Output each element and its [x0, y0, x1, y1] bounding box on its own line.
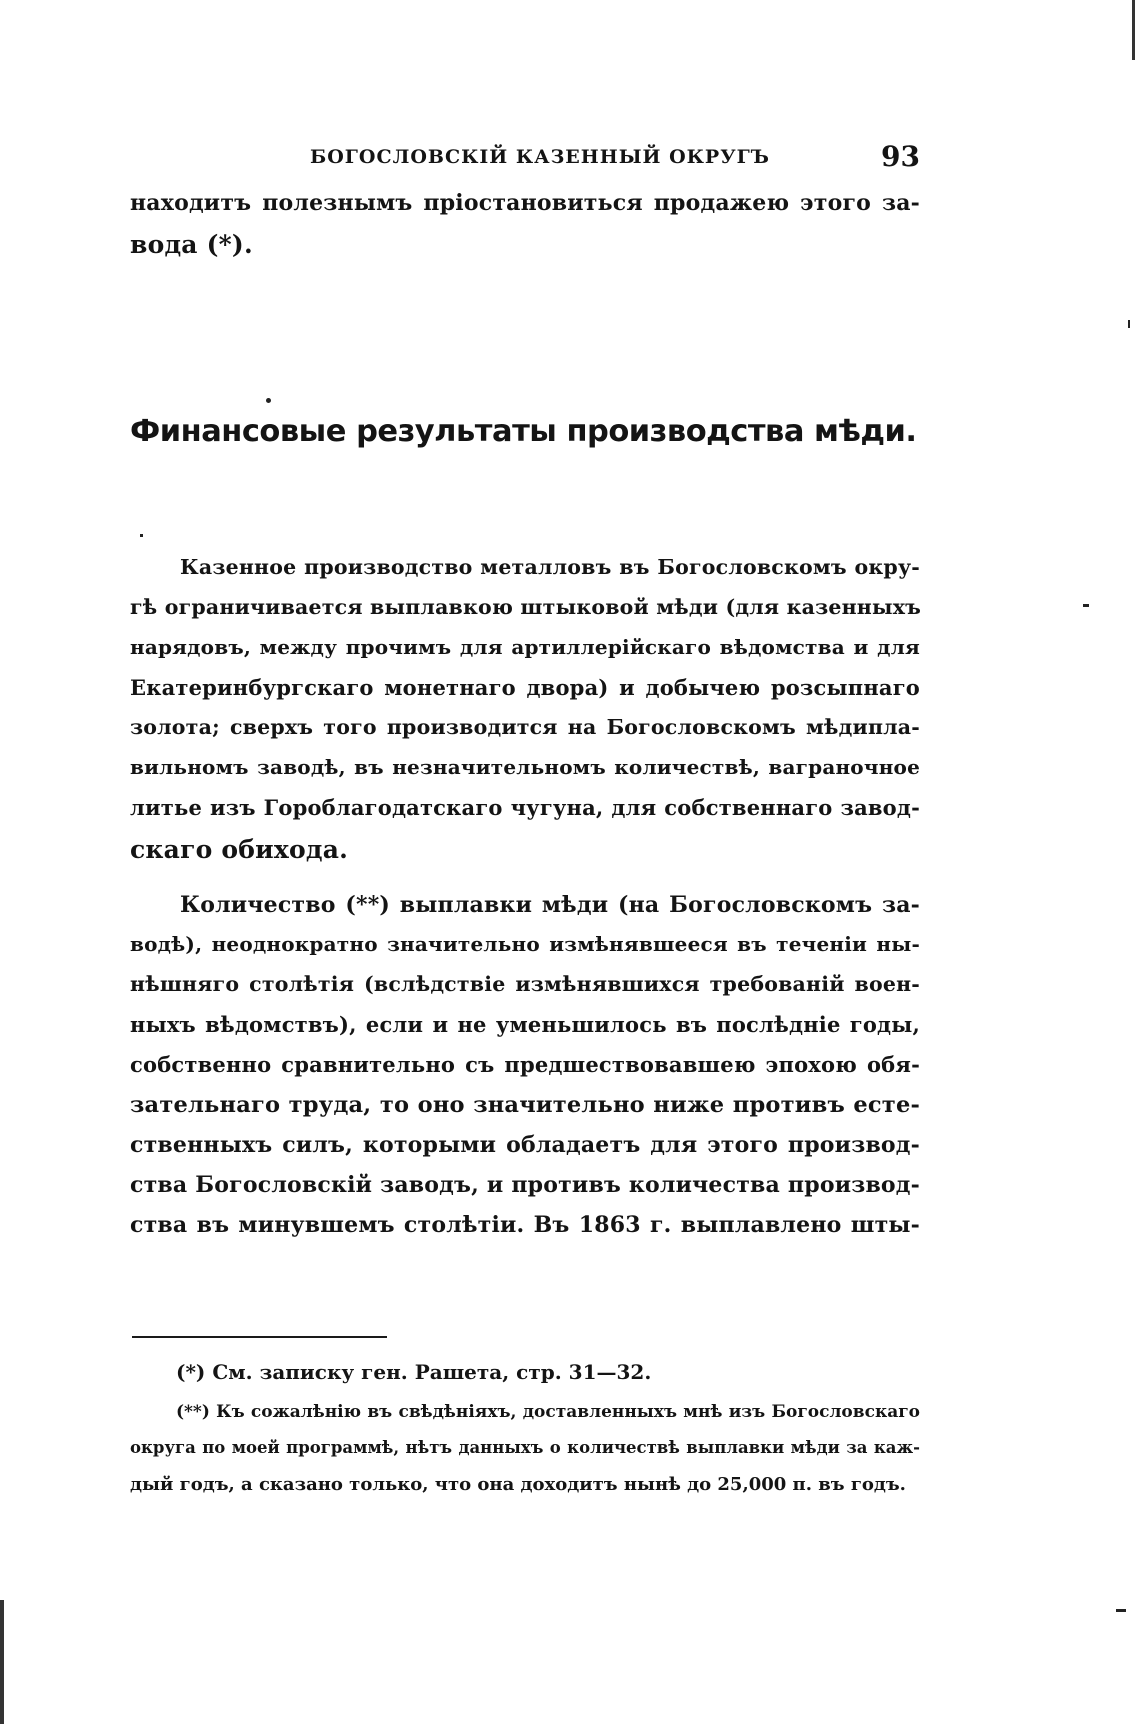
paragraph-line: ства Богословскій заводъ, и противъ количества производ- — [130, 1172, 920, 1198]
scan-speck — [1116, 1609, 1126, 1612]
scan-speck — [266, 398, 271, 403]
paragraph-line: скаго обихода. — [130, 835, 349, 864]
paragraph-line: Екатеринбургскаго монетнаго двора) и добычею розсыпнаго — [130, 675, 920, 700]
scan-edge-mark — [1132, 0, 1135, 60]
paragraph-line: вильномъ заводѣ, въ незначительномъ количествѣ, вагранoчное — [130, 755, 920, 779]
intro-line: вода (*). — [130, 230, 253, 259]
footnote-divider — [132, 1336, 387, 1338]
paragraph-line: нѣшняго столѣтія (вслѣдствіе измѣнявшихся требованій воен- — [130, 972, 920, 996]
paragraph-line: гѣ ограничивается выплавкою штыковой мѣди (для казенныхъ — [130, 595, 922, 619]
paragraph-line: ныхъ вѣдомствъ), если и не уменьшилось въ послѣдніе годы, — [130, 1012, 920, 1037]
section-title: Финансовые результаты производства мѣди. — [130, 414, 917, 449]
paragraph-line: нарядовъ, между прочимъ для артиллерійскаго вѣдомства и для — [130, 635, 920, 659]
paragraph-line: водѣ), неоднократно значительно измѣнявшееся въ теченіи ны- — [130, 932, 920, 956]
paragraph-line: золота; сверхъ того производится на Богословскомъ мѣдипла- — [130, 715, 920, 739]
footnote-line: (*) См. записку ген. Рашета, стр. 31—32. — [176, 1360, 652, 1384]
running-head: БОГОСЛОВСКІЙ КАЗЕННЫЙ ОКРУГЪ — [310, 146, 770, 168]
scan-speck — [140, 534, 143, 537]
paragraph-line: Казенное производство металловъ въ Богословскомъ окру- — [180, 555, 920, 579]
intro-line: находитъ полезнымъ пріостановиться продажею этого за- — [130, 190, 920, 216]
paragraph-line: ства въ минувшемъ столѣтіи. Въ 1863 г. выплавлено шты- — [130, 1212, 920, 1238]
paragraph-line: литье изъ Гороблагодатскаго чугуна, для собственнаго завод- — [130, 795, 920, 820]
paragraph-line: собственно сравнительно съ предшествовавшею эпохою обя- — [130, 1052, 920, 1077]
scan-speck — [1083, 604, 1089, 607]
page-header — [130, 140, 920, 180]
scan-speck — [1128, 320, 1130, 328]
paragraph-line: Количество (**) выплавки мѣди (на Богословскомъ за- — [180, 892, 920, 918]
footnote-line: округа по моей программѣ, нѣтъ данныхъ о количествѣ выплавки мѣди за каж- — [130, 1438, 920, 1457]
page-number: 93 — [881, 140, 920, 173]
footnote-line: (**) Къ сожалѣнію въ свѣдѣніяхъ, доставленныхъ мнѣ изъ Богословскаго — [176, 1402, 920, 1422]
paragraph-line: зательнаго труда, то оно значительно ниже противъ есте- — [130, 1092, 920, 1118]
paragraph-line: ственныхъ силъ, которыми обладаетъ для этого производ- — [130, 1132, 920, 1158]
footnote-line: дый годъ, а сказано только, что она доходитъ нынѣ до 25,000 п. въ годъ. — [130, 1474, 906, 1495]
scan-edge-mark — [0, 1600, 4, 1724]
